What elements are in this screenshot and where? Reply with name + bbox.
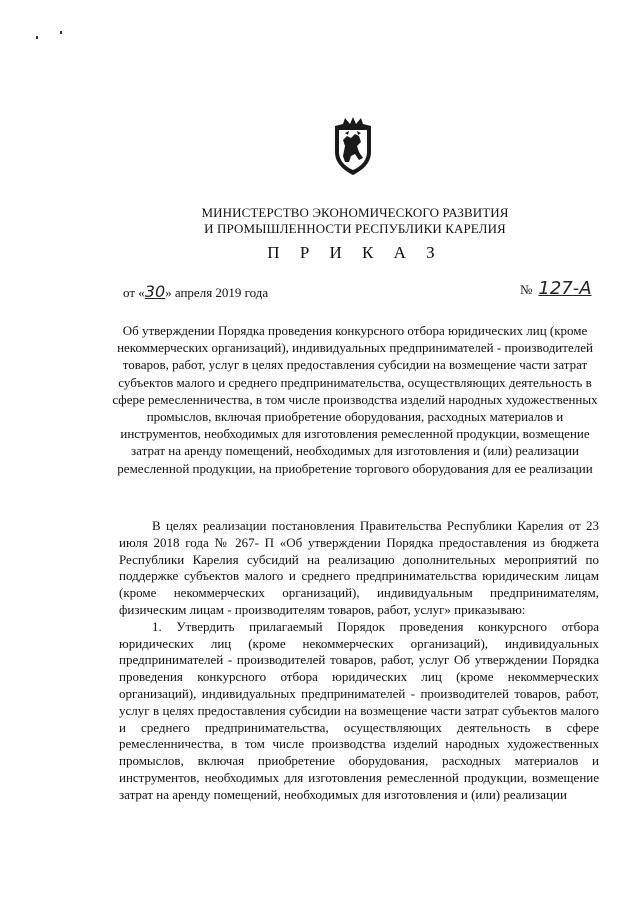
scan-mark xyxy=(36,36,38,39)
ministry-line-1: МИНИСТЕРСТВО ЭКОНОМИЧЕСКОГО РАЗВИТИЯ xyxy=(201,205,509,220)
number-handwritten: 127-А xyxy=(538,278,592,299)
ministry-name xyxy=(100,205,610,237)
order-subject: Об утверждении Порядка проведения конкурсного отбора юридических лиц (кроме некоммерческих организаций), индивидуальных предпринимателей - производителей товаров, работ, услуг в целях предоставления субсидии на возмещение части затрат субъектов малого и среднего предпринимательства, осуществляющих деятельность в сфере ремесленничества, в том числе производства изделий народных художественных промыслов, включая приобретение оборудования, расходных материалов и инструментов, необходимых для изготовления ремесленной продукции, возмещение затрат на аренду помещений, необходимых для изготовления и (или) реализации ремесленной продукции, на приобретение торгового оборудования для ее реализации xyxy=(112,323,598,476)
date-suffix: » апреля 2019 года xyxy=(165,285,269,300)
scan-mark xyxy=(60,31,62,34)
order-date xyxy=(123,282,268,301)
order-title: П Р И К А З xyxy=(267,243,443,262)
number-label: № xyxy=(520,282,533,297)
order-body xyxy=(119,518,599,804)
ministry-line-2: И ПРОМЫШЛЕННОСТИ РЕСПУБЛИКИ КАРЕЛИЯ xyxy=(204,221,506,236)
order-number xyxy=(520,278,592,299)
body-paragraph-item-1: 1. Утвердить прилагаемый Порядок проведения конкурсного отбора юридических лиц (кроме некоммерческих организаций), индивидуальных предпринимателей - производителей товаров, работ, услуг Об утверждении Порядка проведения конкурсного отбора юридических лиц (кроме некоммерческих организаций), индивидуальных предпринимателей - производителей товаров, работ, услуг в целях предоставления субсидии на возмещение части затрат субъектов малого и среднего предпринимательства, осуществляющих деятельность в сфере ремесленничества, в том числе производства изделий народных художественных промыслов, включая приобретение оборудования, расходных материалов и инструментов, необходимых для изготовления ремесленной продукции, возмещение затрат на аренду помещений, необходимых для изготовления и (или) реализации xyxy=(119,618,599,802)
date-prefix: от « xyxy=(123,285,145,300)
body-paragraph-preamble: В целях реализации постановления Правительства Республики Карелия от 23 июля 2018 года № 267- П «Об утверждении Порядка предоставления из бюджета Республики Карелия субсидий на реализацию дополнительных мероприятий по поддержке субъектов малого и среднего предпринимательства юридическим лицам (кроме некоммерческих организаций), индивидуальным предпринимателям, физическим лицам - производителям товаров, работ, услуг» приказываю: xyxy=(119,518,599,617)
date-day-handwritten: 30 xyxy=(144,282,166,301)
karelia-coat-of-arms-icon xyxy=(331,116,375,176)
